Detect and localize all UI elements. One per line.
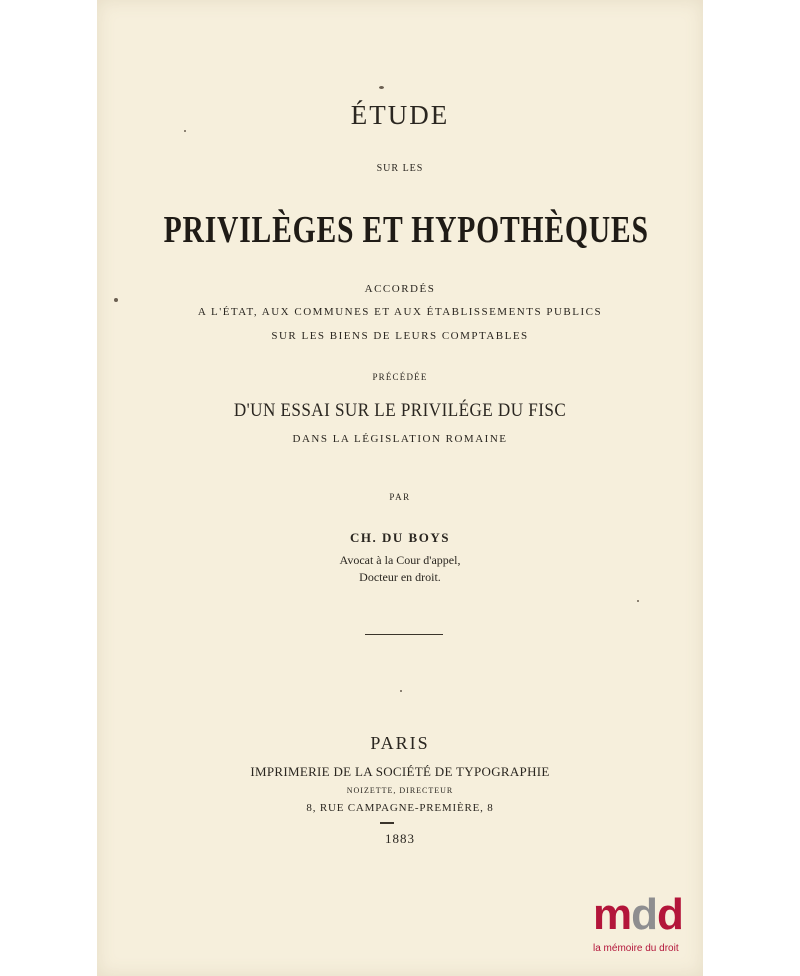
logo-letter-d-gray: d bbox=[631, 890, 658, 939]
short-rule bbox=[380, 822, 394, 824]
logo-tagline: la mémoire du droit bbox=[593, 943, 679, 954]
subtitle-line-1: A L'ÉTAT, AUX COMMUNES ET AUX ÉTABLISSEMENTS PUBLICS bbox=[197, 306, 603, 318]
paper-speck bbox=[379, 86, 384, 89]
essai-title: D'UN ESSAI SUR LE PRIVILÉGE DU FISC bbox=[233, 400, 567, 421]
author-title-2: Docteur en droit. bbox=[359, 570, 441, 584]
author-title-1: Avocat à la Cour d'appel, bbox=[339, 553, 461, 567]
sur-les-text: SUR LES bbox=[376, 163, 424, 174]
subtitle-line-2: SUR LES BIENS DE LEURS COMPTABLES bbox=[271, 330, 529, 342]
imprint-director: NOIZETTE, DIRECTEUR bbox=[346, 786, 454, 795]
par-text: PAR bbox=[389, 492, 411, 502]
heading-etude: ÉTUDE bbox=[350, 100, 450, 130]
logo-letter-m: m bbox=[593, 890, 632, 939]
paper-speck bbox=[400, 690, 402, 692]
paper-speck bbox=[637, 600, 639, 602]
paper-speck bbox=[184, 130, 186, 132]
imprint-city: PARIS bbox=[370, 733, 430, 753]
accordes-text: ACCORDÉS bbox=[364, 283, 436, 295]
divider-rule bbox=[365, 634, 443, 635]
precedee-text: PRÉCÉDÉE bbox=[372, 372, 428, 382]
imprint-printer: IMPRIMERIE DE LA SOCIÉTÉ DE TYPOGRAPHIE bbox=[250, 764, 550, 779]
author-name: CH. DU BOYS bbox=[350, 530, 450, 545]
mdd-watermark-logo bbox=[589, 890, 693, 968]
main-title: PRIVILÈGES ET HYPOTHÈQUES bbox=[163, 209, 649, 251]
paper-speck bbox=[114, 298, 118, 302]
book-title-page bbox=[97, 0, 703, 976]
dans-text: DANS LA LÉGISLATION ROMAINE bbox=[292, 433, 508, 445]
mdd-logo-mark bbox=[593, 890, 683, 939]
imprint-address: 8, RUE CAMPAGNE-PREMIÈRE, 8 bbox=[306, 802, 494, 814]
imprint-year: 1883 bbox=[385, 831, 415, 846]
logo-letter-d: d bbox=[657, 890, 683, 939]
